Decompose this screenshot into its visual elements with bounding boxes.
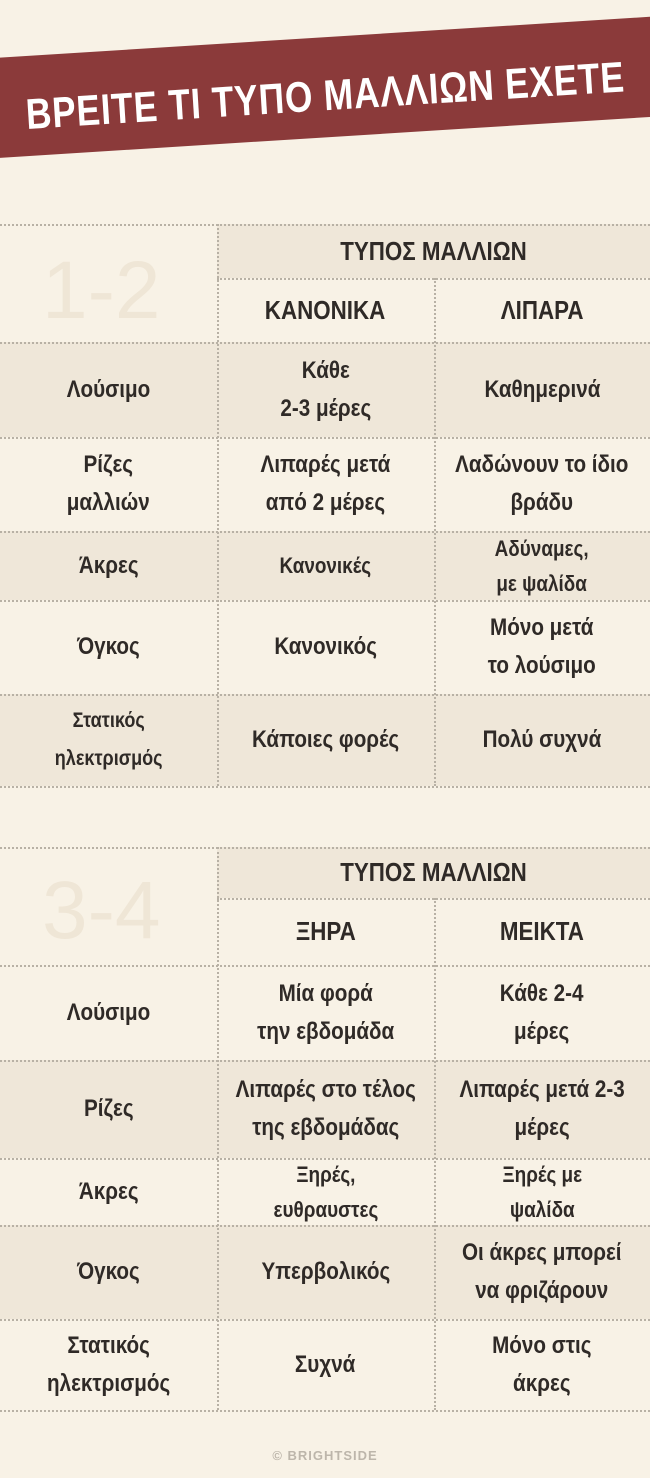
row-label-text: Όγκος: [77, 633, 140, 660]
cell-value: [434, 1060, 650, 1158]
section-number: 3-4: [42, 865, 161, 956]
cell-value-text: Κανονικές: [279, 553, 372, 578]
cell-value: [434, 600, 650, 694]
row-label: [0, 600, 217, 694]
cell-value-text: Λιπαρές στο τέλος της εβδομάδας: [235, 1076, 416, 1141]
cell-value: [217, 531, 434, 600]
cell-value-text: Συχνά: [295, 1350, 356, 1378]
cell-value: [434, 694, 650, 786]
cell-value-text: Κάποιες φορές: [251, 726, 400, 753]
row-divider: [0, 1410, 650, 1412]
column-header-2-text: ΛΙΠΑΡΑ: [500, 294, 584, 325]
cell-value: [217, 1319, 434, 1410]
cell-value-text: Πολύ συχνά: [482, 726, 602, 753]
cell-value: [434, 1225, 650, 1319]
cell-value-text: Μόνο στις άκρες: [492, 1331, 592, 1397]
cell-value-text: Μία φορά την εβδομάδα: [256, 979, 395, 1045]
group-header: [217, 224, 650, 278]
cell-value-text: Ξηρές με ψαλίδα: [502, 1161, 582, 1222]
cell-value-text: Ξηρές, ευθραυστες: [273, 1161, 378, 1222]
cell-value: [217, 342, 434, 437]
page-title: ΒΡΕΙΤΕ ΤΙ ΤΥΠΟ ΜΑΛΛΙΩΝ ΕΧΕΤΕ: [24, 53, 627, 139]
cell-value: [217, 437, 434, 531]
row-label: [0, 965, 217, 1060]
row-label-text: Ρίζες μαλλιών: [67, 451, 150, 516]
row-label-text: Στατικός ηλεκτρισμός: [54, 709, 163, 770]
column-header-1: [217, 278, 434, 342]
cell-value: [217, 1158, 434, 1225]
row-label-text: Άκρες: [78, 1177, 139, 1205]
group-header-text: ΤΥΠΟΣ ΜΑΛΛΙΩΝ: [340, 235, 527, 266]
cell-value-text: Κανονικός: [274, 633, 377, 660]
cell-value-text: Υπερβολικός: [261, 1258, 390, 1285]
row-label-text: Άκρες: [78, 551, 139, 579]
section-number: 1-2: [42, 245, 161, 336]
column-header-1-text: ΞΗΡΑ: [295, 916, 356, 946]
row-label: [0, 694, 217, 786]
cell-value-text: Λαδώνουν το ίδιο βράδυ: [455, 451, 629, 516]
row-divider: [0, 786, 650, 788]
column-header-1-text: ΚΑΝΟΝΙΚΑ: [265, 294, 386, 325]
row-label: [0, 1060, 217, 1158]
group-header: [217, 847, 650, 898]
cell-value-text: Αδύναμες, με ψαλίδα: [495, 535, 589, 596]
cell-value-text: Οι άκρες μπορεί να φριζάρουν: [462, 1239, 622, 1304]
row-label-text: Λούσιμο: [66, 998, 151, 1026]
cell-value-text: Λιπαρές μετά από 2 μέρες: [260, 451, 391, 516]
cell-value-text: Λιπαρές μετά 2-3 μέρες: [459, 1076, 625, 1141]
cell-value: [434, 1319, 650, 1410]
row-label: [0, 437, 217, 531]
row-label-text: Λούσιμο: [66, 375, 151, 403]
brightside-footer: © BRIGHTSIDE: [272, 1448, 378, 1463]
cell-value-text: Καθημερινά: [484, 375, 600, 403]
cell-value: [217, 600, 434, 694]
cell-value: [434, 531, 650, 600]
column-header-2-text: ΜΕΙΚΤΑ: [499, 916, 585, 946]
column-header-2: [434, 278, 650, 342]
cell-value: [217, 694, 434, 786]
cell-value: [434, 342, 650, 437]
row-label: [0, 1158, 217, 1225]
cell-value: [217, 1225, 434, 1319]
cell-value: [434, 965, 650, 1060]
row-label-text: Στατικός ηλεκτρισμός: [46, 1331, 171, 1397]
cell-value: [217, 1060, 434, 1158]
row-label: [0, 1319, 217, 1410]
row-label: [0, 1225, 217, 1319]
cell-value-text: Μόνο μετά το λούσιμο: [488, 614, 596, 679]
column-header-1: [217, 898, 434, 965]
cell-value: [217, 965, 434, 1060]
column-header-2: [434, 898, 650, 965]
row-label: [0, 342, 217, 437]
cell-value-text: Κάθε 2-4 μέρες: [500, 979, 584, 1045]
group-header-text: ΤΥΠΟΣ ΜΑΛΛΙΩΝ: [340, 857, 527, 887]
row-label-text: Ρίζες: [83, 1095, 134, 1122]
cell-value: [434, 1158, 650, 1225]
row-label-text: Όγκος: [77, 1258, 140, 1285]
cell-value-text: Κάθε 2-3 μέρες: [280, 356, 371, 422]
row-label: [0, 531, 217, 600]
cell-value: [434, 437, 650, 531]
